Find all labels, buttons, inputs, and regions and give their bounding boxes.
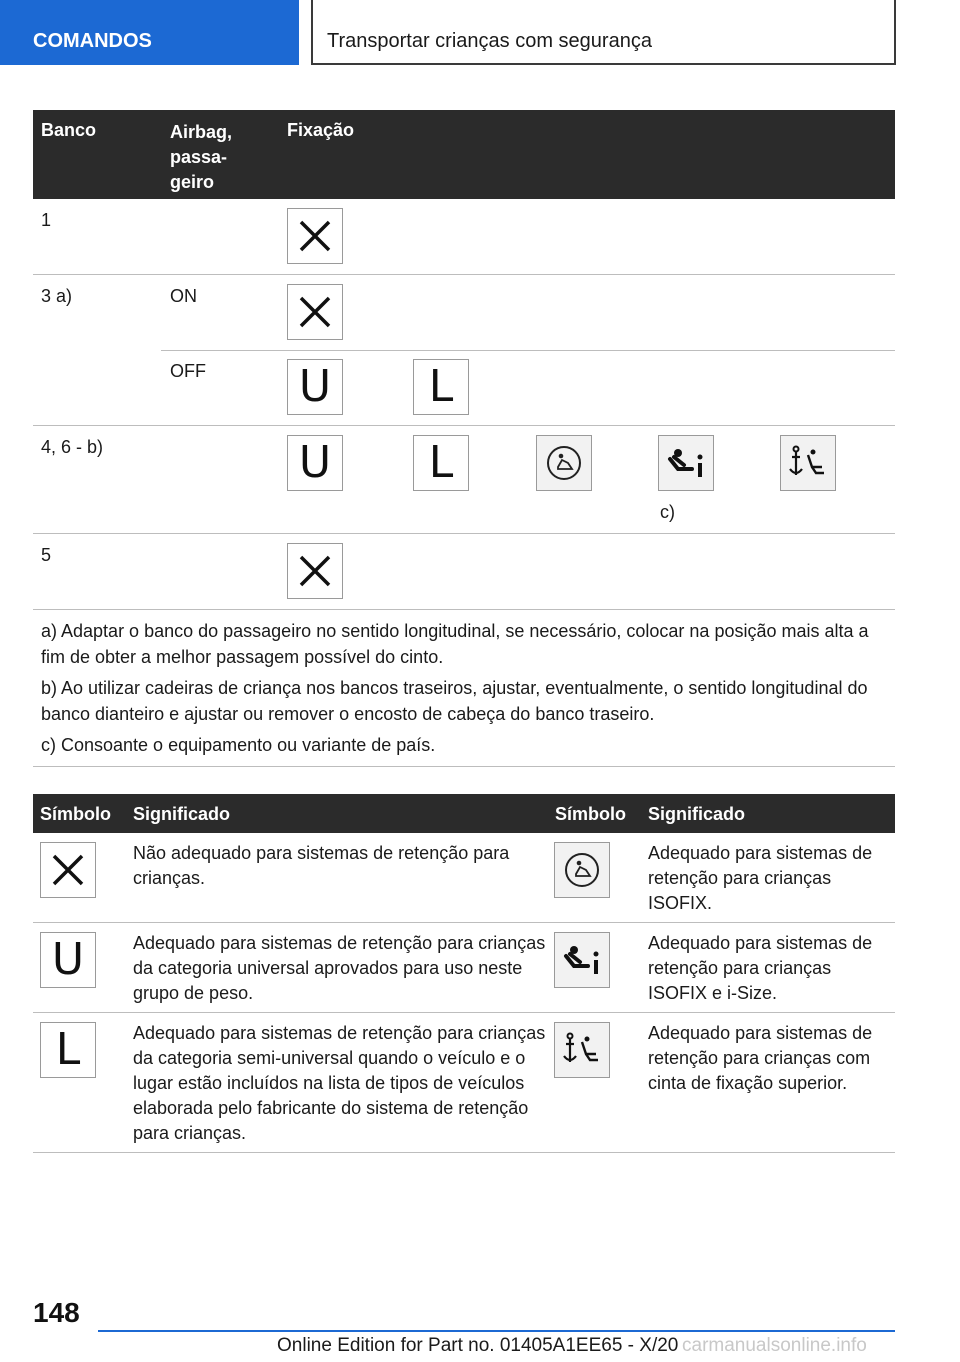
meaning-cell: Adequado para sistemas de retenção para crianças ISOFIX e i-Size. xyxy=(648,933,873,1003)
fixing-table xyxy=(33,110,895,767)
watermark: carmanualsonline.info xyxy=(682,1335,867,1356)
page-title: Transportar crianças com segurança xyxy=(327,30,652,52)
meaning-cell: Adequado para sistemas de retenção para crianças com cinta de fixação superior. xyxy=(648,1023,873,1093)
section-label: COMANDOS xyxy=(33,30,152,52)
edition-text: Online Edition for Part no. 01405A1EE65 - X/20 xyxy=(277,1335,679,1356)
cross-icon xyxy=(287,543,343,599)
meaning-cell: Não adequado para sistemas de retenção para crianças. xyxy=(133,843,510,888)
top-tether-icon xyxy=(780,435,836,491)
header-meaning: Significado xyxy=(648,804,746,824)
section-tab xyxy=(0,0,299,65)
footnote-b: b) Ao utilizar cadeiras de criança nos bancos traseiros, ajustar, eventualmente, o sentido longitudinal do banco dianteiro e ajustar ou remover o encosto de cabeça do banco traseiro. xyxy=(41,678,868,724)
seat-cell: 5 xyxy=(41,545,52,565)
header-airbag: Airbag, passa- geiro xyxy=(170,122,233,192)
table-row xyxy=(33,534,895,610)
isofix-isize-icon xyxy=(658,435,714,491)
cross-icon xyxy=(287,284,343,340)
L-icon: L xyxy=(40,1022,96,1078)
airbag-cell: OFF xyxy=(170,361,206,381)
meaning-cell: Adequado para sistemas de retenção para crianças da categoria semi-universal quando o veículo e o lugar estão incluídos na lista de tipos de veículos elaborada pelo fabricante do sistema de retenção para crianças. xyxy=(133,1023,546,1143)
table-row xyxy=(33,275,895,426)
header-symbol: Símbolo xyxy=(40,804,111,824)
top-tether-icon xyxy=(554,1022,610,1078)
header-meaning: Significado xyxy=(133,804,231,824)
seat-cell: 1 xyxy=(41,210,52,230)
table-row xyxy=(33,833,895,923)
symbol-table xyxy=(33,794,895,1153)
U-icon: U xyxy=(287,359,343,415)
cross-icon xyxy=(40,842,96,898)
meaning-cell: Adequado para sistemas de retenção para crianças ISOFIX. xyxy=(648,843,873,913)
table-row xyxy=(33,1013,895,1153)
isofix-icon xyxy=(536,435,592,491)
cross-icon xyxy=(287,208,343,264)
icon-footnote: c) xyxy=(660,502,675,522)
seat-cell: 3 a) xyxy=(41,286,73,306)
seat-cell: 4, 6 - b) xyxy=(41,437,104,457)
header-seat: Banco xyxy=(41,120,97,140)
meaning-cell: Adequado para sistemas de retenção para crianças da categoria universal aprovados para uso neste grupo de peso. xyxy=(133,933,546,1003)
table-row xyxy=(33,426,895,534)
L-icon: L xyxy=(413,435,469,491)
table-row xyxy=(33,923,895,1013)
table-notes xyxy=(33,610,895,767)
symbol-table-header xyxy=(33,794,895,833)
header-symbol: Símbolo xyxy=(555,804,626,824)
footer-divider xyxy=(98,1330,895,1332)
L-icon: L xyxy=(413,359,469,415)
table-row xyxy=(33,199,895,275)
isofix-icon xyxy=(554,842,610,898)
page-header xyxy=(311,0,896,65)
airbag-cell: ON xyxy=(170,286,197,306)
page-number: 148 xyxy=(33,1297,80,1328)
header-fixing: Fixação xyxy=(287,120,355,140)
U-icon: U xyxy=(287,435,343,491)
footnote-c: c) Consoante o equipamento ou variante de país. xyxy=(41,735,436,755)
footnote-a: a) Adaptar o banco do passageiro no sentido longitudinal, se necessário, colocar na posição mais alta a fim de obter a melhor passagem possível do cinto. xyxy=(41,621,869,667)
U-icon: U xyxy=(40,932,96,988)
sub-divider xyxy=(161,350,895,351)
fixing-table-header xyxy=(33,110,895,199)
isofix-isize-icon xyxy=(554,932,610,988)
